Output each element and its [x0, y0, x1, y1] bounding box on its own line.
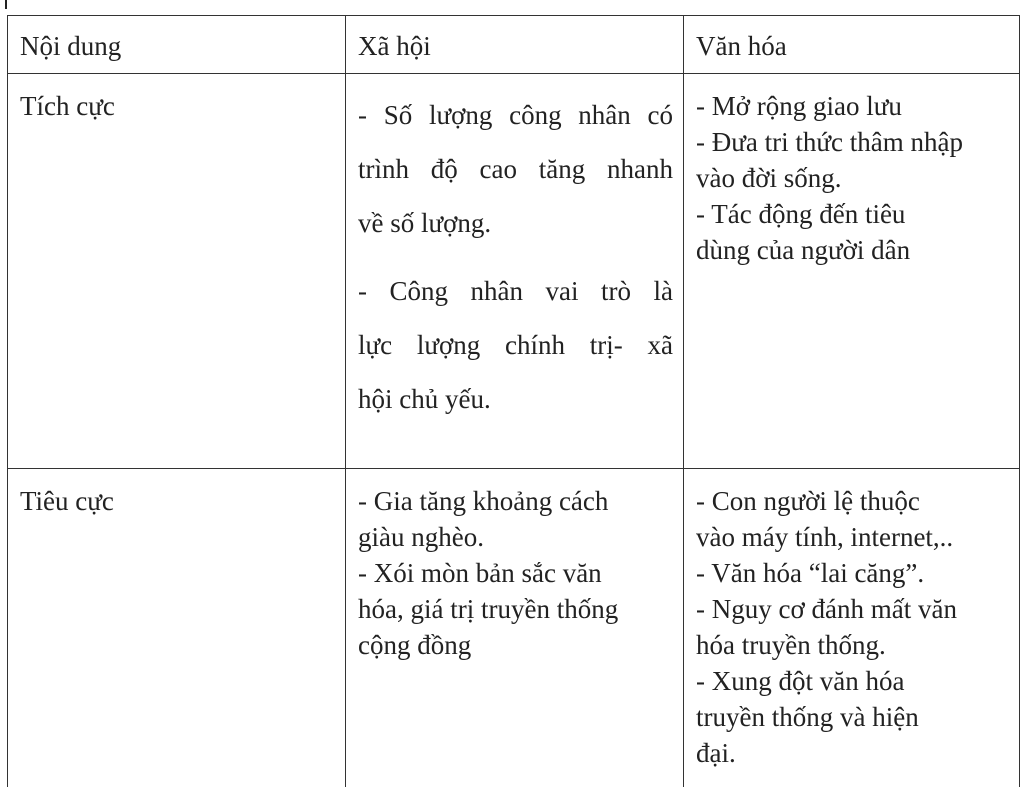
table-row-negative: [8, 469, 1020, 787]
text-line: cộng đồng: [358, 630, 472, 660]
text-line: - Gia tăng khoảng cách: [358, 486, 609, 516]
society-positive-paragraph-2: [358, 264, 673, 426]
text-line: vào máy tính, internet,..: [696, 522, 954, 552]
text-line: - Công nhân vai trò là: [358, 276, 673, 306]
row-label-negative: Tiêu cực: [20, 486, 114, 516]
table-row-positive: [8, 74, 1020, 469]
text-line: - Số lượng công nhân có: [358, 100, 673, 130]
text-cursor-mark: [5, 0, 7, 9]
header-cell-society: [346, 16, 684, 74]
culture-positive-list: [696, 88, 1009, 268]
text-line: dùng của người dân: [696, 235, 911, 265]
text-line: truyền thống và hiện: [696, 702, 919, 732]
text-line: - Tác động đến tiêu: [696, 199, 906, 229]
row-label-positive: Tích cực: [20, 91, 115, 121]
culture-negative-list: [696, 483, 1009, 771]
text-line: về số lượng.: [358, 208, 492, 238]
culture-negative-cell: [684, 469, 1020, 787]
row-label-cell: [8, 74, 346, 469]
header-label-content: Nội dung: [20, 31, 122, 61]
paragraph-gap: [358, 250, 673, 264]
header-label-culture: Văn hóa: [696, 31, 787, 61]
text-line: - Văn hóa “lai căng”.: [696, 558, 925, 588]
header-label-society: Xã hội: [358, 31, 431, 61]
text-line: trình độ cao tăng nhanh: [358, 154, 673, 184]
text-line: - Con người lệ thuộc: [696, 486, 920, 516]
text-line: vào đời sống.: [696, 163, 842, 193]
text-line: hóa truyền thống.: [696, 630, 886, 660]
society-negative-cell: [346, 469, 684, 787]
text-line: hóa, giá trị truyền thống: [358, 594, 619, 624]
text-line: giàu nghèo.: [358, 522, 484, 552]
text-line: lực lượng chính trị- xã: [358, 330, 673, 360]
text-line: - Đưa tri thức thâm nhập: [696, 127, 963, 157]
society-positive-paragraph-1: [358, 88, 673, 250]
text-line: - Nguy cơ đánh mất văn: [696, 594, 957, 624]
row-label-cell: [8, 469, 346, 787]
society-negative-list: [358, 483, 673, 663]
text-line: hội chủ yếu.: [358, 384, 491, 414]
text-line: - Mở rộng giao lưu: [696, 91, 902, 121]
header-cell-content: [8, 16, 346, 74]
text-line: - Xói mòn bản sắc văn: [358, 558, 602, 588]
text-line: - Xung đột văn hóa: [696, 666, 905, 696]
table-header-row: [8, 16, 1020, 74]
society-positive-cell: [346, 74, 684, 469]
text-line: đại.: [696, 738, 736, 768]
comparison-table: [7, 15, 1020, 787]
header-cell-culture: [684, 16, 1020, 74]
culture-positive-cell: [684, 74, 1020, 469]
